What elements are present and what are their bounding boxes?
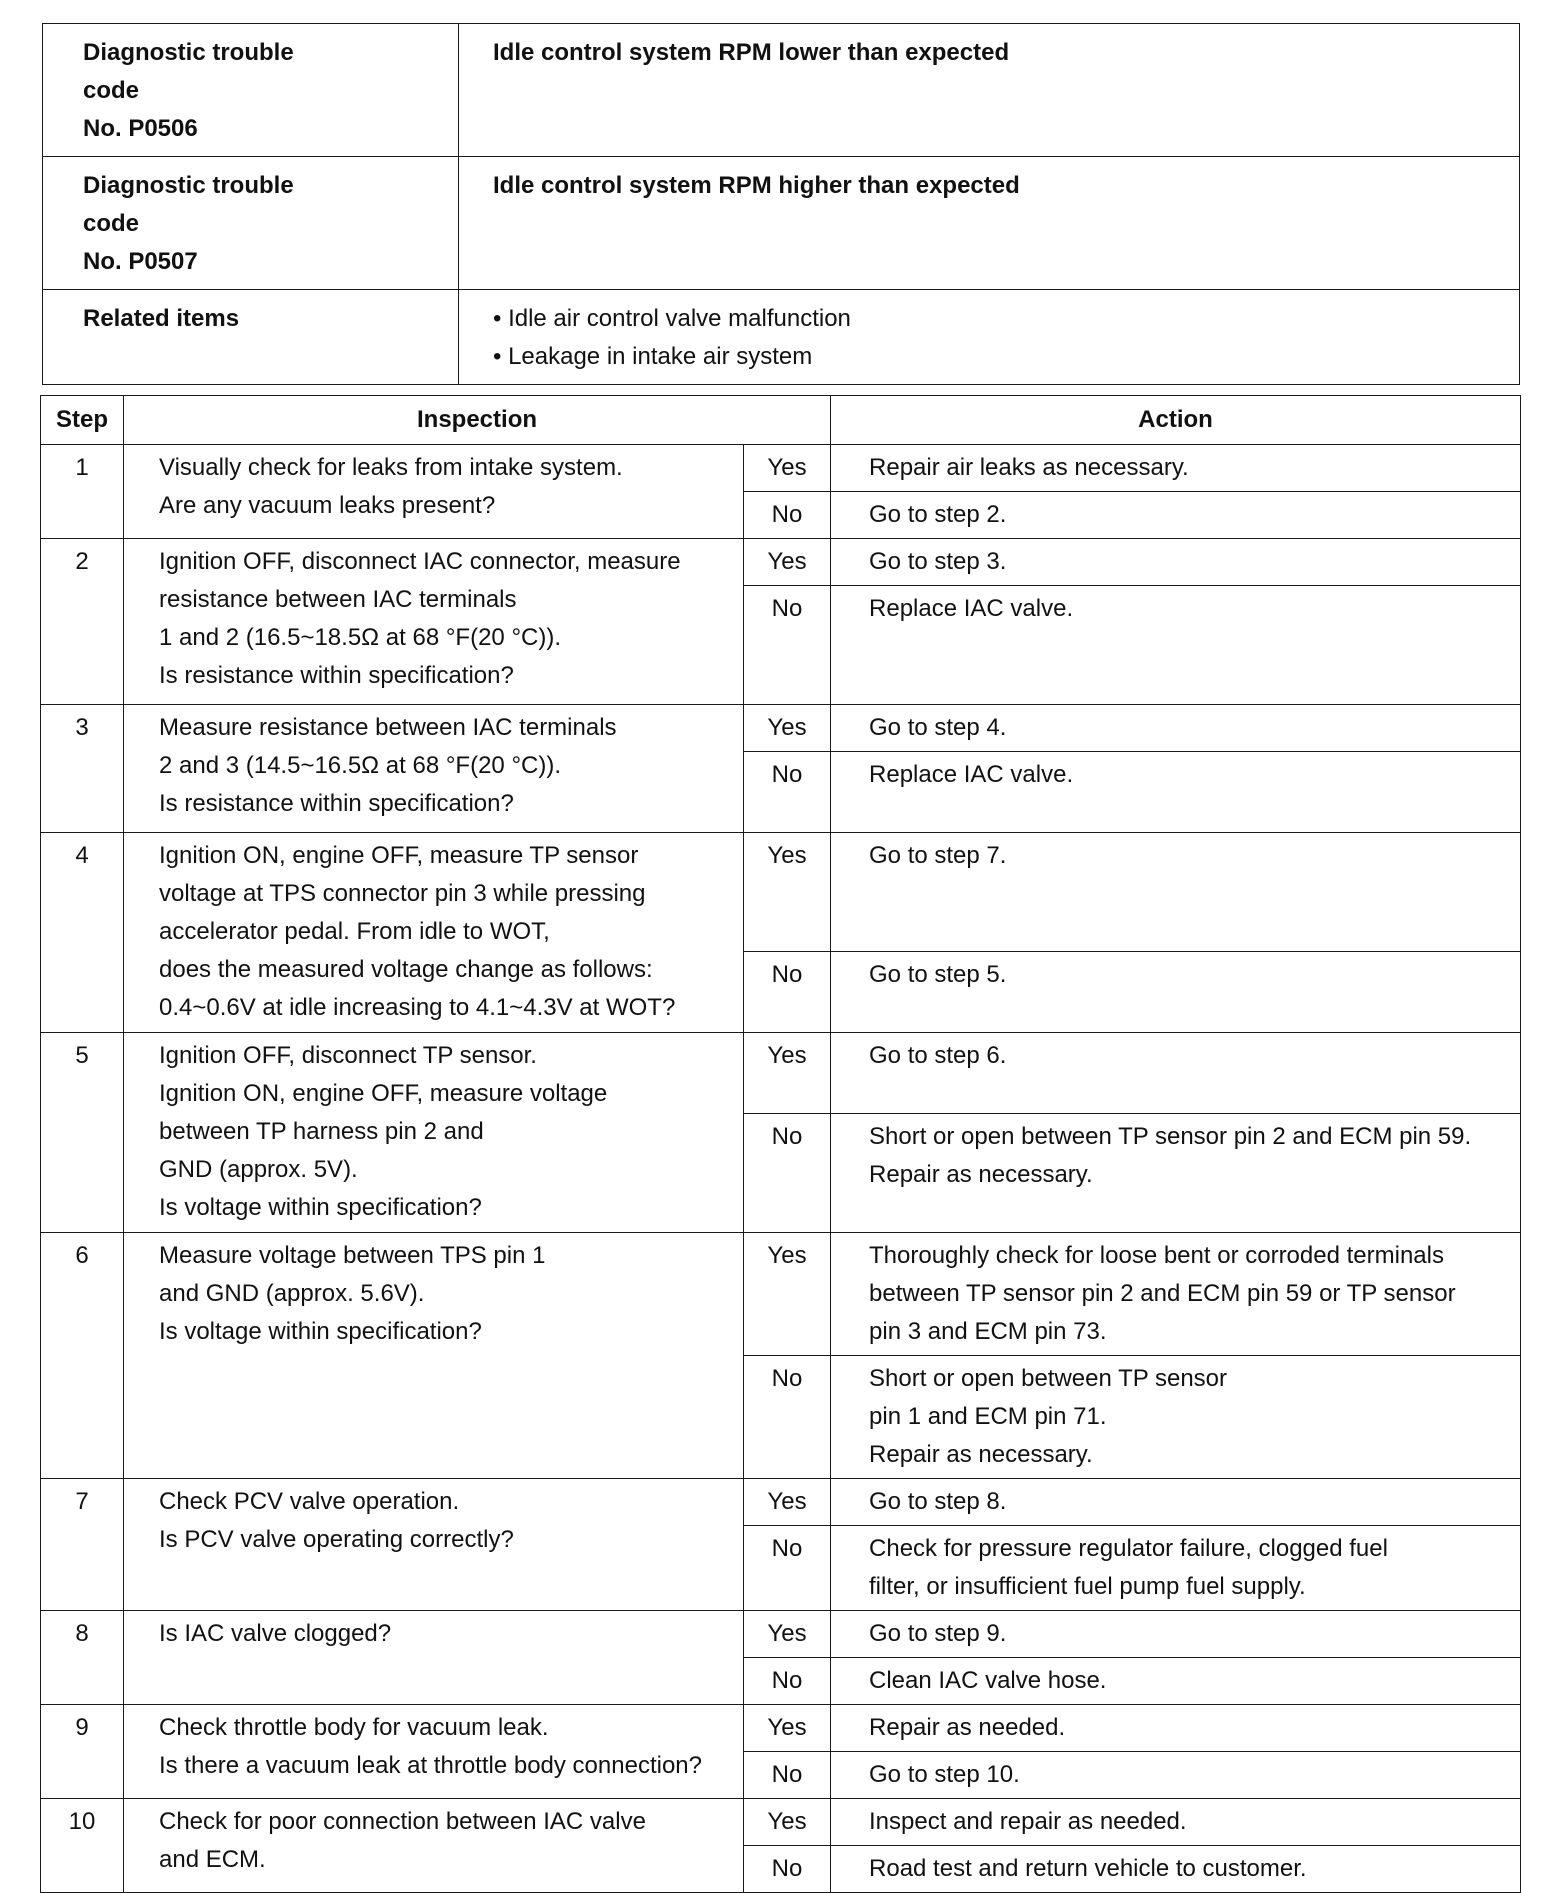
inspection-line: Is voltage within specification? — [159, 1318, 482, 1345]
column-header-inspection: Inspection — [124, 396, 831, 445]
table-header-row — [41, 396, 1521, 445]
no-label: No — [744, 1658, 831, 1705]
inspection-line: Ignition OFF, disconnect IAC connector, measure — [159, 548, 681, 575]
related-items-row — [43, 290, 1520, 385]
action-line: Go to step 6. — [869, 1042, 1007, 1069]
step-number: 10 — [41, 1799, 124, 1893]
inspection-line: 1 and 2 (16.5~18.5Ω at 68 °F(20 °C)). — [159, 624, 562, 651]
step-number: 1 — [41, 445, 124, 539]
action-line: filter, or insufficient fuel pump fuel supply. — [869, 1573, 1306, 1600]
inspection-line: and ECM. — [159, 1846, 266, 1873]
action-line: Go to step 3. — [869, 548, 1007, 575]
inspection-line: Ignition ON, engine OFF, measure voltage — [159, 1080, 608, 1107]
related-items-label: Related items — [43, 290, 459, 385]
yes-action — [831, 1033, 1521, 1114]
yes-action — [831, 445, 1521, 492]
step-number: 2 — [41, 539, 124, 705]
related-item: • Idle air control valve malfunction — [493, 305, 851, 332]
yes-label: Yes — [744, 445, 831, 492]
no-action — [831, 586, 1521, 705]
yes-action — [831, 1705, 1521, 1752]
related-items-list — [459, 290, 1520, 385]
inspection-line: Ignition OFF, disconnect TP sensor. — [159, 1042, 537, 1069]
inspection-line: Is voltage within specification? — [159, 1194, 482, 1221]
dtc-row-p0506 — [43, 24, 1520, 157]
no-label: No — [744, 1846, 831, 1893]
steps-body — [41, 445, 1521, 1893]
yes-label: Yes — [744, 1479, 831, 1526]
inspection-text — [124, 1799, 744, 1893]
diagnostic-steps-table — [40, 395, 1521, 1893]
inspection-line: Is IAC valve clogged? — [159, 1620, 392, 1647]
inspection-line: Visually check for leaks from intake system. — [159, 454, 623, 481]
inspection-line: Is resistance within specification? — [159, 662, 514, 689]
yes-label: Yes — [744, 539, 831, 586]
action-line: Repair as necessary. — [869, 1161, 1093, 1188]
action-line: between TP sensor pin 2 and ECM pin 59 or TP sensor — [869, 1280, 1456, 1307]
no-action — [831, 1114, 1521, 1233]
action-line: Road test and return vehicle to customer. — [869, 1855, 1307, 1882]
dtc-label-p0507 — [43, 157, 459, 290]
no-label: No — [744, 752, 831, 833]
dtc-label-line: Diagnostic trouble — [83, 39, 294, 66]
table-row — [41, 539, 1521, 586]
yes-action — [831, 705, 1521, 752]
action-line: Inspect and repair as needed. — [869, 1808, 1187, 1835]
action-line: Go to step 2. — [869, 501, 1007, 528]
related-item: • Leakage in intake air system — [493, 343, 813, 370]
inspection-line: and GND (approx. 5.6V). — [159, 1280, 425, 1307]
inspection-line: Ignition ON, engine OFF, measure TP sensor — [159, 842, 639, 869]
no-label: No — [744, 1114, 831, 1233]
dtc-header-table — [42, 23, 1520, 385]
inspection-line: Are any vacuum leaks present? — [159, 492, 496, 519]
inspection-text — [124, 1233, 744, 1479]
inspection-line: accelerator pedal. From idle to WOT, — [159, 918, 550, 945]
inspection-line: resistance between IAC terminals — [159, 586, 517, 613]
action-line: Repair as needed. — [869, 1714, 1066, 1741]
inspection-line: Measure resistance between IAC terminals — [159, 714, 617, 741]
action-line: pin 3 and ECM pin 73. — [869, 1318, 1107, 1345]
no-label: No — [744, 492, 831, 539]
yes-action — [831, 1799, 1521, 1846]
inspection-line: Measure voltage between TPS pin 1 — [159, 1242, 546, 1269]
inspection-text — [124, 1611, 744, 1705]
yes-label: Yes — [744, 705, 831, 752]
no-action — [831, 1658, 1521, 1705]
inspection-text — [124, 1479, 744, 1611]
action-line: Go to step 5. — [869, 961, 1007, 988]
no-action — [831, 492, 1521, 539]
inspection-line: Is PCV valve operating correctly? — [159, 1526, 514, 1553]
table-row — [41, 705, 1521, 752]
dtc-label-line: code — [83, 210, 140, 237]
table-row — [41, 1705, 1521, 1752]
inspection-text — [124, 539, 744, 705]
no-action — [831, 952, 1521, 1033]
no-label: No — [744, 952, 831, 1033]
step-number: 4 — [41, 833, 124, 1033]
table-row — [41, 1799, 1521, 1846]
step-number: 9 — [41, 1705, 124, 1799]
no-action — [831, 1846, 1521, 1893]
yes-action — [831, 833, 1521, 952]
yes-action — [831, 1233, 1521, 1356]
step-number: 8 — [41, 1611, 124, 1705]
no-action — [831, 1356, 1521, 1479]
inspection-text — [124, 1705, 744, 1799]
action-line: Clean IAC valve hose. — [869, 1667, 1107, 1694]
step-number: 6 — [41, 1233, 124, 1479]
action-line: Go to step 9. — [869, 1620, 1007, 1647]
dtc-description-p0507: Idle control system RPM higher than expected — [459, 157, 1520, 290]
no-label: No — [744, 1752, 831, 1799]
action-line: Check for pressure regulator failure, clogged fuel — [869, 1535, 1388, 1562]
yes-label: Yes — [744, 1611, 831, 1658]
step-number: 3 — [41, 705, 124, 833]
no-action — [831, 1526, 1521, 1611]
dtc-description-p0506: Idle control system RPM lower than expected — [459, 24, 1520, 157]
inspection-text — [124, 1033, 744, 1233]
dtc-code: No. P0507 — [83, 248, 198, 275]
inspection-line: 2 and 3 (14.5~16.5Ω at 68 °F(20 °C)). — [159, 752, 562, 779]
table-row — [41, 1611, 1521, 1658]
inspection-line: Check for poor connection between IAC valve — [159, 1808, 646, 1835]
dtc-row-p0507 — [43, 157, 1520, 290]
inspection-line: Is there a vacuum leak at throttle body connection? — [159, 1752, 702, 1779]
yes-label: Yes — [744, 1705, 831, 1752]
inspection-line: between TP harness pin 2 and — [159, 1118, 484, 1145]
action-line: Replace IAC valve. — [869, 595, 1074, 622]
table-row — [41, 445, 1521, 492]
action-line: Repair as necessary. — [869, 1441, 1093, 1468]
inspection-line: Is resistance within specification? — [159, 790, 514, 817]
inspection-text — [124, 833, 744, 1033]
no-label: No — [744, 1526, 831, 1611]
dtc-label-line: code — [83, 77, 140, 104]
table-row — [41, 1233, 1521, 1356]
inspection-line: Check PCV valve operation. — [159, 1488, 460, 1515]
table-row — [41, 1479, 1521, 1526]
dtc-label-line: Diagnostic trouble — [83, 172, 294, 199]
step-number: 5 — [41, 1033, 124, 1233]
yes-action — [831, 1611, 1521, 1658]
step-number: 7 — [41, 1479, 124, 1611]
action-line: Repair air leaks as necessary. — [869, 454, 1189, 481]
dtc-label-p0506 — [43, 24, 459, 157]
column-header-action: Action — [831, 396, 1521, 445]
no-label: No — [744, 1356, 831, 1479]
inspection-line: voltage at TPS connector pin 3 while pressing — [159, 880, 646, 907]
action-line: pin 1 and ECM pin 71. — [869, 1403, 1107, 1430]
yes-label: Yes — [744, 1233, 831, 1356]
no-label: No — [744, 586, 831, 705]
action-line: Go to step 8. — [869, 1488, 1007, 1515]
inspection-line: GND (approx. 5V). — [159, 1156, 358, 1183]
table-row — [41, 1033, 1521, 1114]
inspection-text — [124, 705, 744, 833]
action-line: Short or open between TP sensor pin 2 and ECM pin 59. — [869, 1123, 1472, 1150]
yes-label: Yes — [744, 1799, 831, 1846]
yes-action — [831, 1479, 1521, 1526]
dtc-code: No. P0506 — [83, 115, 198, 142]
action-line: Replace IAC valve. — [869, 761, 1074, 788]
action-line: Go to step 7. — [869, 842, 1007, 869]
inspection-line: 0.4~0.6V at idle increasing to 4.1~4.3V at WOT? — [159, 994, 676, 1021]
no-action — [831, 752, 1521, 833]
action-line: Short or open between TP sensor — [869, 1365, 1228, 1392]
yes-label: Yes — [744, 1033, 831, 1114]
no-action — [831, 1752, 1521, 1799]
inspection-line: does the measured voltage change as follows: — [159, 956, 653, 983]
table-row — [41, 833, 1521, 952]
column-header-step: Step — [41, 396, 124, 445]
action-line: Go to step 4. — [869, 714, 1007, 741]
action-line: Thoroughly check for loose bent or corroded terminals — [869, 1242, 1444, 1269]
inspection-line: Check throttle body for vacuum leak. — [159, 1714, 549, 1741]
yes-action — [831, 539, 1521, 586]
yes-label: Yes — [744, 833, 831, 952]
inspection-text — [124, 445, 744, 539]
action-line: Go to step 10. — [869, 1761, 1020, 1788]
